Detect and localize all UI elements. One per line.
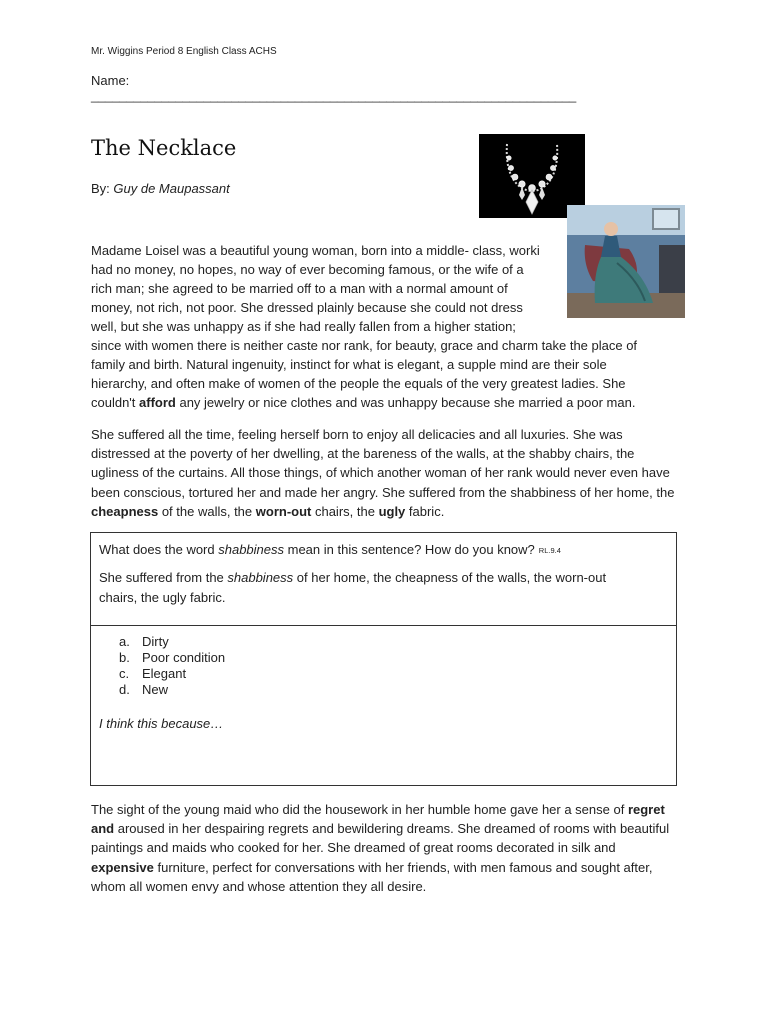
vocab-ugly: ugly xyxy=(378,503,406,519)
name-label: Name: xyxy=(91,73,130,88)
paragraph-1-line-3: rich man; she agreed to be married off to a man with a normal amount of xyxy=(91,281,508,296)
paragraph-1-line-7: family and birth. Natural ingenuity, instinct for what is elegant, a supple mind are their sole xyxy=(91,357,607,372)
standard-code: RL.9.4 xyxy=(538,546,561,555)
vocab-expensive: expensive xyxy=(91,859,154,875)
answer-option-c[interactable]: c. Elegant xyxy=(119,666,187,681)
paragraph-1-line-2: had no money, no hopes, no way of ever becoming famous, or the wife of a xyxy=(91,262,524,277)
question-quote-line-1: She suffered from the shabbiness of her home, the cheapness of the walls, the worn-out xyxy=(99,570,607,585)
answer-option-a[interactable]: a. Dirty xyxy=(119,634,169,649)
paragraph-1-line-8: hierarchy, and often make of women of the people the equals of the very greatest ladies. She xyxy=(91,376,626,391)
answer-option-b[interactable]: b. Poor condition xyxy=(119,650,226,665)
name-blank-line: _____________________________________________________________________ xyxy=(91,88,577,103)
question-prompt: What does the word shabbiness mean in this sentence? How do you know? RL.9.4 xyxy=(99,542,561,557)
paragraph-1-line-1: Madame Loisel was a beautiful young woman, born into a middle- class, worki xyxy=(91,243,540,258)
byline-prefix: By: xyxy=(91,181,114,196)
vocab-regret: regret and xyxy=(91,802,665,837)
paragraph-1-line-4: money, not rich, not poor. She dressed plainly because she could not dress xyxy=(91,300,523,315)
question-word: shabbiness xyxy=(218,542,285,557)
paragraph-3: The sight of the young maid who did the housework in her humble home gave her a sense of regret and aroused in her despairing regrets and bewildering dreams. She dreamed of rooms with beautiful paintings and maids who cooked for her. She dreamed of great rooms decorated in silk and expensive furniture, perfect for conversations with her friends, with men famous and sought after, whom all women envy and whose attention they all desire. xyxy=(91,802,670,894)
paragraph-1-line-9: couldn't afford any jewelry or nice clothes and was unhappy because she married a poor man. xyxy=(91,395,636,410)
question-quote-line-2: chairs, the ugly fabric. xyxy=(99,590,226,605)
vocab-cheapness: cheapness xyxy=(91,503,159,519)
document-title: The Necklace xyxy=(91,136,237,160)
reasoning-prompt[interactable]: I think this because… xyxy=(99,716,224,731)
author-name: Guy de Maupassant xyxy=(113,181,230,196)
vocab-afford: afford xyxy=(139,395,176,410)
question-box xyxy=(90,532,677,786)
byline xyxy=(91,181,230,196)
question-prompt-section xyxy=(91,533,676,626)
vocab-worn-out: worn-out xyxy=(255,503,312,519)
paragraph-2: She suffered all the time, feeling herself born to enjoy all delicacies and all luxuries. She was distressed at the poverty of her dwelling, at the bareness of the walls, at the shabby chairs, the ugliness of the curtains. All those things, of which another woman of her rank would never even have been conscious, tortured her and made her angry. She suffered from the shabbiness of her home, the cheapness of the walls, the worn-out chairs, the ugly fabric. xyxy=(91,427,675,519)
paragraph-1-line-5: well, but she was unhappy as if she had really fallen from a higher station; xyxy=(91,319,516,334)
seated-woman-painting xyxy=(567,205,685,318)
paragraph-1-line-6: since with women there is neither caste nor rank, for beauty, grace and charm take the place of xyxy=(91,338,638,353)
class-header: Mr. Wiggins Period 8 English Class ACHS xyxy=(91,46,277,57)
answer-option-d[interactable]: d. New xyxy=(119,682,169,697)
